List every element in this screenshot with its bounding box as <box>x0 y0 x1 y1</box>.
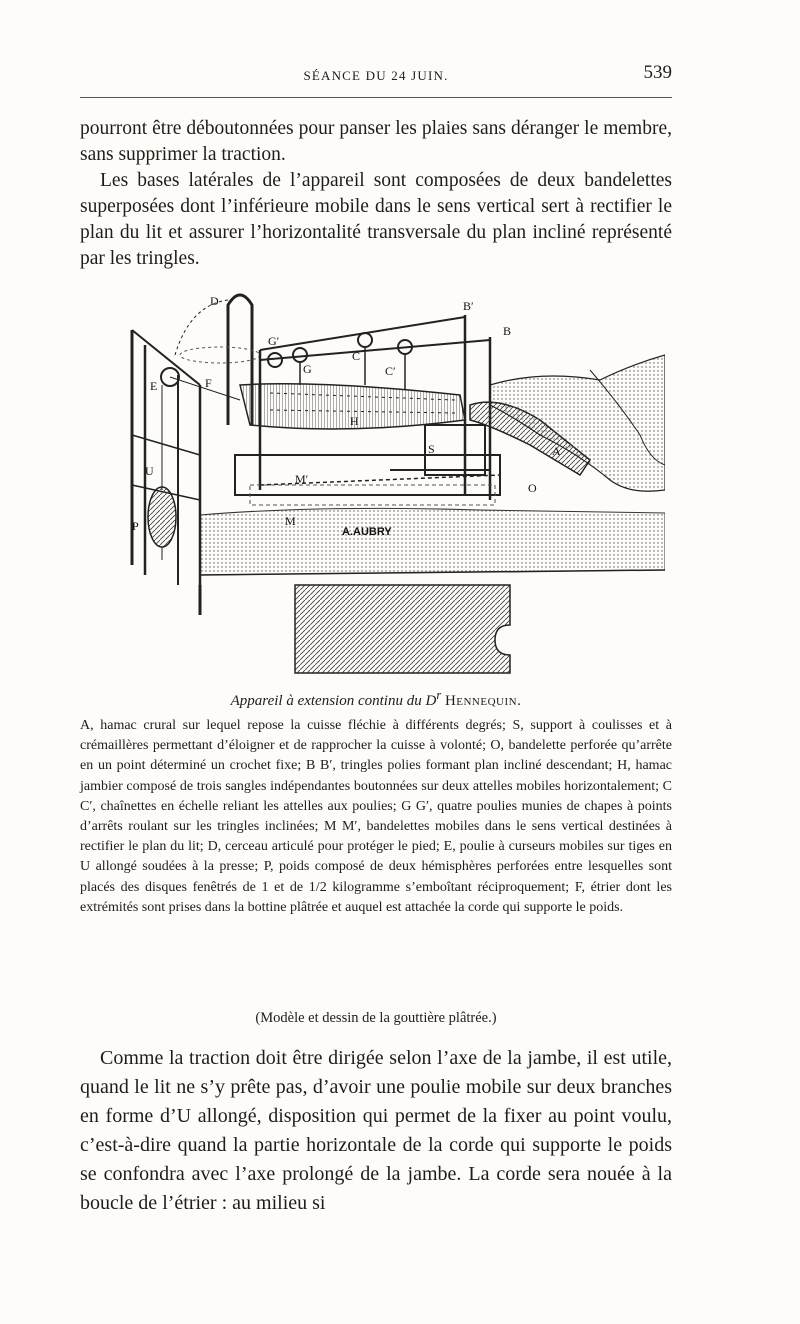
figure-label-C: C <box>352 349 361 363</box>
paragraph-traction: Comme la traction doit être dirigée selon l’axe de la jambe, il est utile, quand le lit ne s’y prête pas, d’avoir une poulie mobile sur deux branches en forme d’U allongé, disposition qui permet de la fixer au point voulu, c’est-à-dire quand la partie horizontale de la corde qui supporte le poids se confondra avec l’axe prolongé de la jambe. La corde sera nouée à la boucle de l’étrier : au milieu si <box>80 1047 672 1214</box>
header-rule <box>80 97 672 98</box>
caption-text: Appareil à extension continu du D <box>230 693 437 709</box>
figure-label-S: S <box>428 442 435 456</box>
running-title: SÉANCE DU 24 JUIN. <box>303 68 449 83</box>
running-header <box>80 62 672 86</box>
figure-label-F: F <box>205 376 212 390</box>
figure-label-M-prime: M′ <box>295 472 309 486</box>
paragraph-lateral-bases: Les bases latérales de l’appareil sont composées de deux bandelettes superposées dont l’inférieure mobile dans le sens vertical sert à rectifier le plan du lit et assurer l’horizontalité transversale du plan incliné représenté par les tringles. <box>80 170 672 269</box>
figure-legend: A, hamac crural sur lequel repose la cuisse fléchie à différents degrés; S, support à coulisses et à crémaillères permettant d’éloigner et de rapprocher la cuisse à volonté; O, bandelette perforée qu’arrête en un point déterminé un crochet fixe; B B′, tringles polies formant plan incliné descendant; H, hamac jambier composé de trois sangles indépendantes boutonnées sur deux attelles mobiles horizontalement; C C′, chaînettes en échelle reliant les attelles aux poulies; G G′, quatre poulies munies de chapes à points d’arrêts roulant sur les tringles inclinées; M M′, bandelettes mobiles dans le sens vertical destinées à rectifier le plan du lit; D, cerceau articulé pour protéger le pied; E, poulie à curseurs mobiles sur tiges en U allongé soudées à la presse; P, poids composé de deux hémisphères perforées entre lesquelles sont placés des disques fenêtrés de 1 et de 1/2 kilogramme s’emboîtant réciproquement; F, étrier dont les extrémités sont prises dans la bottine plâtrée et auquel est attachée la corde qui supporte le poids. <box>80 718 672 915</box>
figure-label-B-prime: B′ <box>463 299 474 313</box>
figure-label-E: E <box>150 379 158 393</box>
figure-label-D: D <box>210 294 219 308</box>
paragraph-continuation: pourront être déboutonnées pour panser les plaies sans déranger le membre, sans supprimer la traction. <box>80 118 672 165</box>
apparatus-engraving <box>120 285 665 680</box>
figure-label-O: O <box>528 481 537 495</box>
figure-label-G: G <box>303 362 312 376</box>
figure-label-M: M <box>285 514 296 528</box>
figure-label-H: H <box>350 414 359 428</box>
figure-label-B: B <box>503 324 512 338</box>
figure-signature: A.AUBRY <box>342 526 392 538</box>
figure-label-U: U <box>145 464 154 478</box>
figure-caption <box>80 688 672 710</box>
apparatus-figure <box>120 285 665 680</box>
page-number: 539 <box>643 62 672 83</box>
figure-label-A: A <box>552 444 561 458</box>
figure-label-P: P <box>132 519 139 533</box>
figure-label-C-prime: C′ <box>385 364 396 378</box>
caption-superscript: r <box>436 688 442 702</box>
caption-author: Hennequin. <box>444 693 522 709</box>
figure-credit: (Modèle et dessin de la gouttière plâtrée.) <box>255 1010 497 1026</box>
figure-label-G-prime: G′ <box>268 334 280 348</box>
